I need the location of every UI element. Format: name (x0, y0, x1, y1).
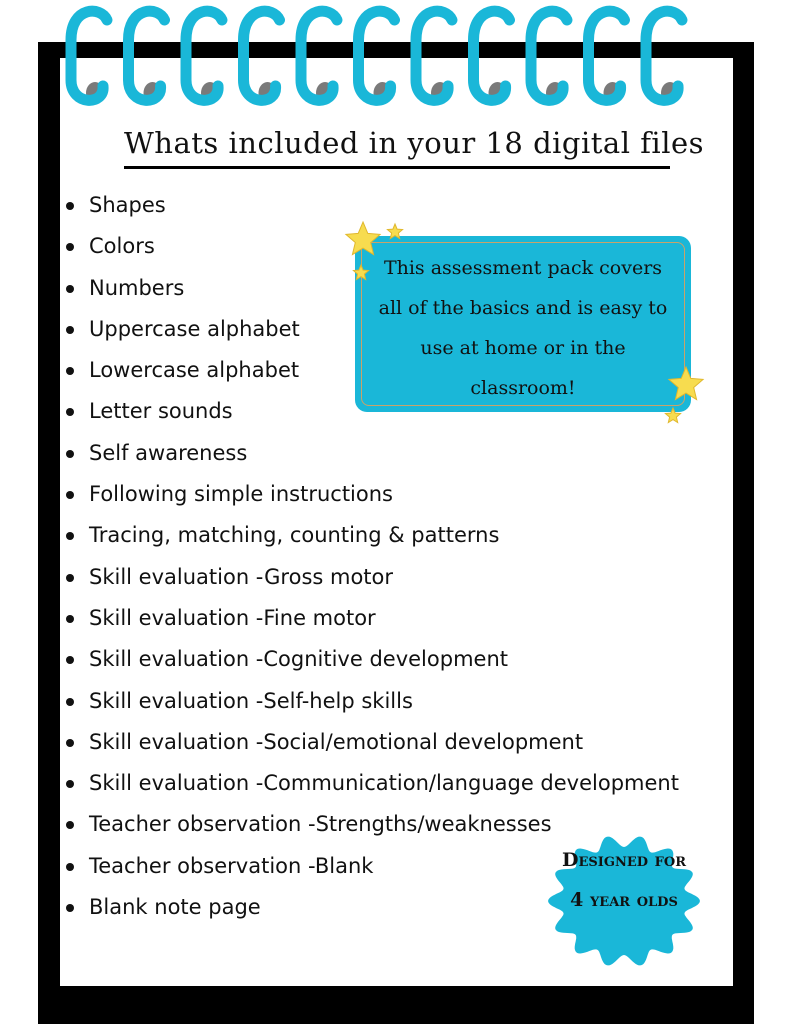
list-item: Skill evaluation -Fine motor (64, 601, 679, 642)
list-item: Blank note page (64, 890, 679, 931)
spiral-ring-icon (416, 11, 452, 104)
spiral-binding (0, 0, 794, 120)
list-item: Teacher observation -Blank (64, 849, 679, 890)
list-item: Lowercase alphabet (64, 353, 679, 394)
spiral-ring-icon (71, 11, 107, 104)
list-item: Letter sounds (64, 394, 679, 435)
page-title: Whats included in your 18 digital files (124, 126, 705, 160)
list-item: Colors (64, 229, 679, 270)
list-item: Skill evaluation -Communication/language development (64, 766, 679, 807)
spiral-ring-icon (646, 11, 682, 104)
list-item: Numbers (64, 271, 679, 312)
spiral-ring-icon (301, 11, 337, 104)
list-item: Teacher observation -Strengths/weaknesses (64, 807, 679, 848)
list-item: Self awareness (64, 436, 679, 477)
spiral-ring-icon (359, 11, 395, 104)
spiral-ring-icon (474, 11, 510, 104)
list-item: Skill evaluation -Self-help skills (64, 684, 679, 725)
info-callout-box (355, 236, 691, 412)
list-item: Skill evaluation -Gross motor (64, 560, 679, 601)
list-item: Shapes (64, 188, 679, 229)
title-underline (124, 166, 670, 169)
callout-text: This assessment pack covers all of the basics and is easy to use at home or in the classroom! (378, 257, 668, 399)
spiral-ring-icon (531, 11, 567, 104)
list-item: Skill evaluation -Social/emotional development (64, 725, 679, 766)
spiral-ring-icon (186, 11, 222, 104)
age-badge-text: Designed for 4 year olds (562, 849, 686, 911)
spiral-ring-icon (244, 11, 280, 104)
list-item: Following simple instructions (64, 477, 679, 518)
list-item: Tracing, matching, counting & patterns (64, 518, 679, 559)
spiral-ring-icon (129, 11, 165, 104)
spiral-ring-icon (589, 11, 625, 104)
list-item: Uppercase alphabet (64, 312, 679, 353)
list-item: Skill evaluation -Cognitive development (64, 642, 679, 683)
